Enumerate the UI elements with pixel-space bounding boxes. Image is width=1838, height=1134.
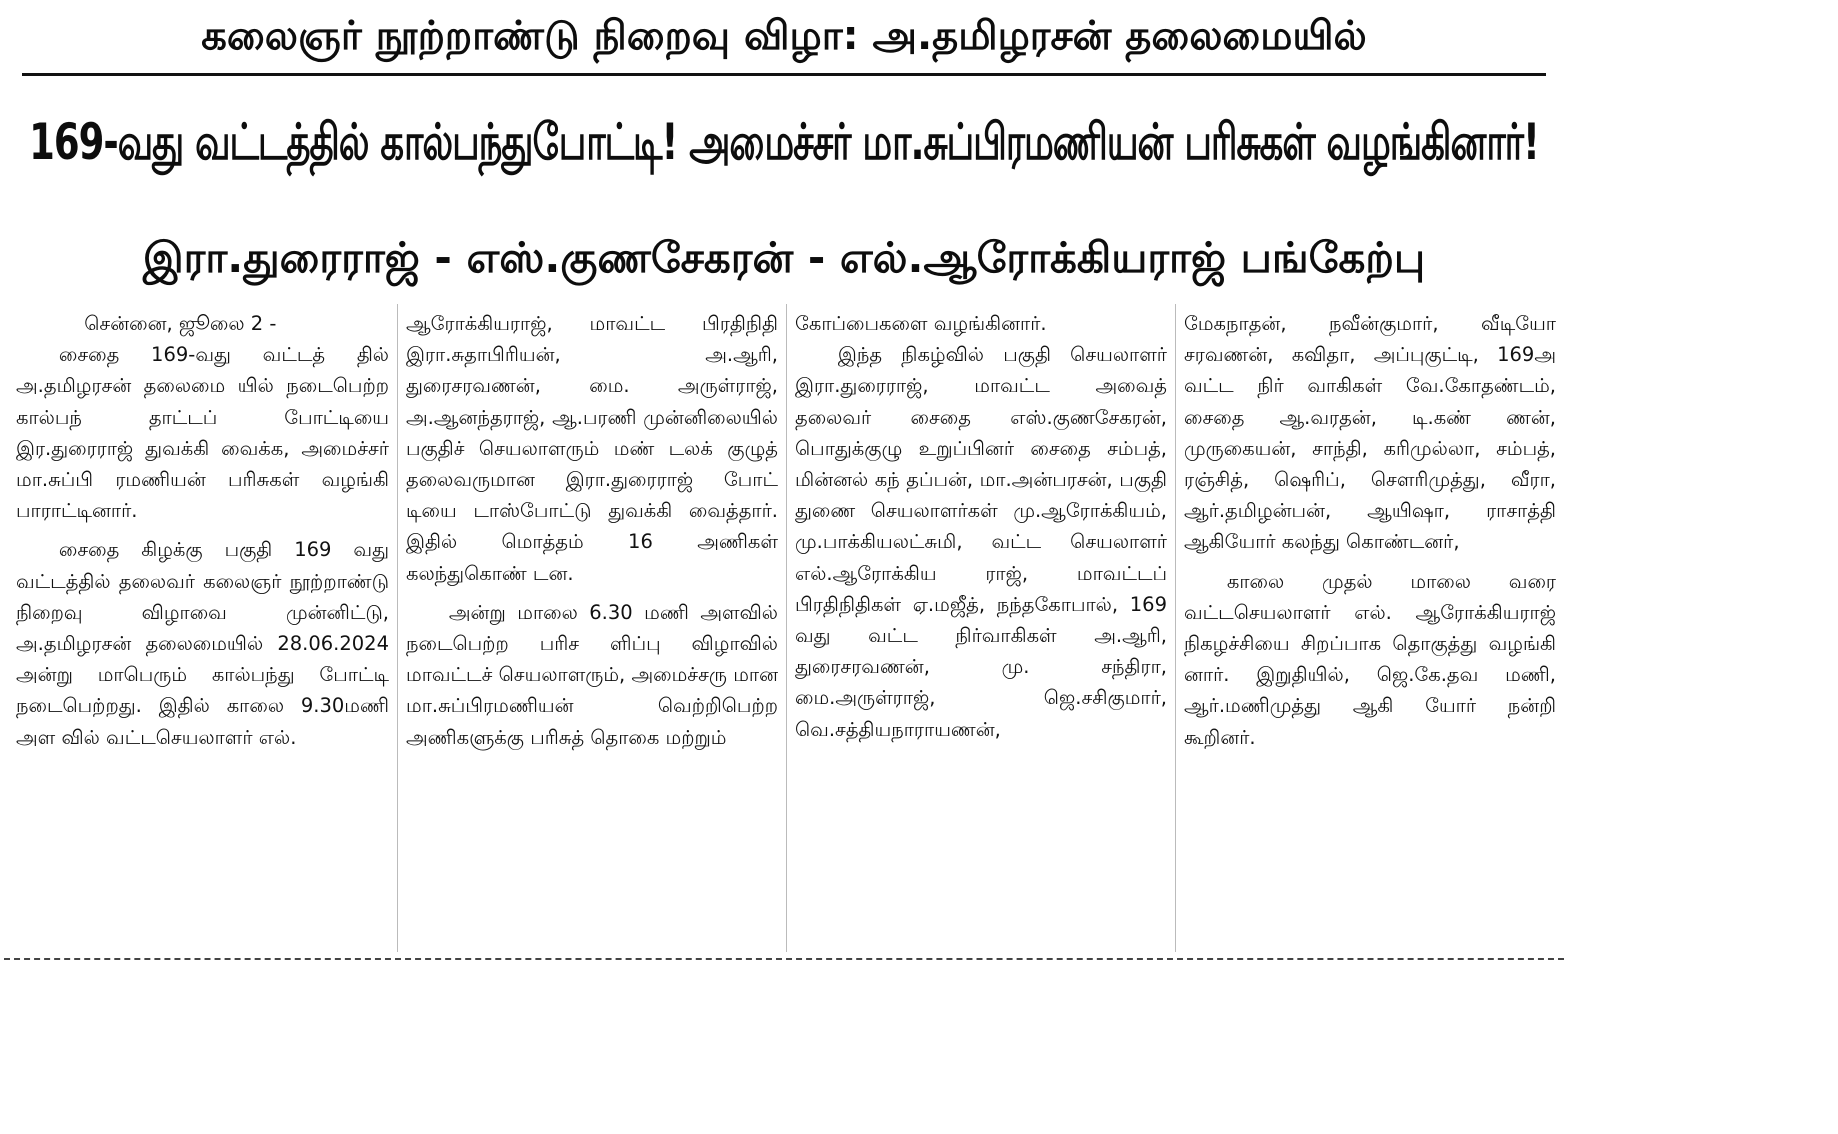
kicker-headline: கலைஞர் நூற்றாண்டு நிறைவு விழா: அ.தமிழரசன் தலைமையில்	[201, 13, 1367, 59]
sub-headline: இரா.துரைராஜ் - எஸ்.குணசேகரன் - எல்.ஆரோக்கியராஜ் பங்கேற்பு	[142, 233, 1426, 282]
bottom-dashed-rule	[4, 958, 1564, 960]
paragraph: சைதை 169-வது வட்டத் தில் அ.தமிழரசன் தலைமை யில் நடைபெற்ற கால்பந் தாட்டப் போட்டியை இர.துரைராஜ் துவக்கி வைக்க, அமைச்சர் மா.சுப்பி ரமணியன் பரிசுகள் வழங்கி பாராட்டினார்.	[16, 343, 389, 523]
article-body	[8, 304, 1564, 952]
paragraph: ஆரோக்கியராஜ், மாவட்ட பிரதிநிதி இரா.சுதாபிரியன், அ.ஆரி, துரைசரவணன், மை. அருள்ராஜ், அ.ஆனந்தராஜ், ஆ.பரணி முன்னிலையில் பகுதிச் செயலாளரும் மண் டலக் குழுத் தலைவருமான இரா.துரைராஜ் போட் டியை டாஸ்போட்டு துவக்கி வைத்தார். இதில் மொத்தம் 16 அணிகள் கலந்துகொண் டன.	[406, 312, 778, 585]
paragraph: இந்த நிகழ்வில் பகுதி செயலாளர் இரா.துரைராஜ், மாவட்ட அவைத் தலைவர் சைதை எஸ்.குணசேகரன், பொதுக்குழு உறுப்பினர் சைதை சம்பத், மின்னல் கந் தப்பன், மா.அன்பரசன், பகுதி துணை செயலாளர்கள் மு.ஆரோக்கியம், மு.பாக்கியலட்சுமி, வட்ட செயலாளர் எல்.ஆரோக்கிய ராஜ், மாவட்டப் பிரதிநிதிகள் ஏ.மஜீத், நந்தகோபால், 169 வது வட்ட நிர்வாகிகள் அ.ஆரி, துரைசரவணன், மு. சந்திரா, மை.அருள்ராஜ், ஜெ.சசிகுமார், வெ.சத்தியநாராயணன்,	[795, 343, 1167, 741]
article-column-4	[1175, 304, 1564, 952]
article-column-1	[8, 304, 397, 952]
main-headline: 169-வது வட்டத்தில் கால்பந்துபோட்டி! அமைச்சர் மா.சுப்பிரமணியன் பரிசுகள் வழங்கினார்!	[29, 113, 1539, 172]
article-column-2	[397, 304, 786, 952]
dateline: சென்னை, ஜூலை 2 -	[84, 312, 277, 335]
paragraph: காலை முதல் மாலை வரை வட்டசெயலாளர் எல். ஆரோக்கியராஜ் நிகழச்சியை சிறப்பாக தொகுத்து வழங்கி னார். இறுதியில், ஜெ.கே.தவ மணி, ஆர்.மணிமுத்து ஆகி யோர் நன்றி கூறினர்.	[1184, 569, 1556, 749]
paragraph: கோப்பைகளை வழங்கினார்.	[795, 312, 1047, 335]
paragraph: மேகநாதன், நவீன்குமார், வீடியோ சரவணன், கவிதா, அப்புகுட்டி, 169அ வட்ட நிர் வாகிகள் வே.கோதண்டம், சைதை ஆ.வரதன், டி.கண் ணன், முருகையன், சாந்தி, கரிமுல்லா, சம்பத், ரஞ்சித், ஷெரிப், சௌரிமுத்து, வீரா, ஆர்.தமிழன்பன், ஆயிஷா, ராசாத்தி ஆகியோர் கலந்து கொண்டனர்,	[1184, 312, 1556, 554]
paragraph: அன்று மாலை 6.30 மணி அளவில் நடைபெற்ற பரிச ளிப்பு விழாவில் மாவட்டச் செயலாளரும், அமைச்சரு மான மா.சுப்பிரமணியன் வெற்றிபெற்ற அணிகளுக்கு பரிசுத் தொகை மற்றும்	[406, 600, 778, 749]
paragraph: சைதை கிழக்கு பகுதி 169 வது வட்டத்தில் தலைவர் கலைஞர் நூற்றாண்டு நிறைவு விழாவை முன்னிட்டு, அ.தமிழரசன் தலைமையில் 28.06.2024 அன்று மாபெரும் கால்பந்து போட்டி நடைபெற்றது. இதில் காலை 9.30மணி அள வில் வட்டசெயலாளர் எல்.	[16, 538, 389, 749]
article-column-3	[786, 304, 1175, 952]
